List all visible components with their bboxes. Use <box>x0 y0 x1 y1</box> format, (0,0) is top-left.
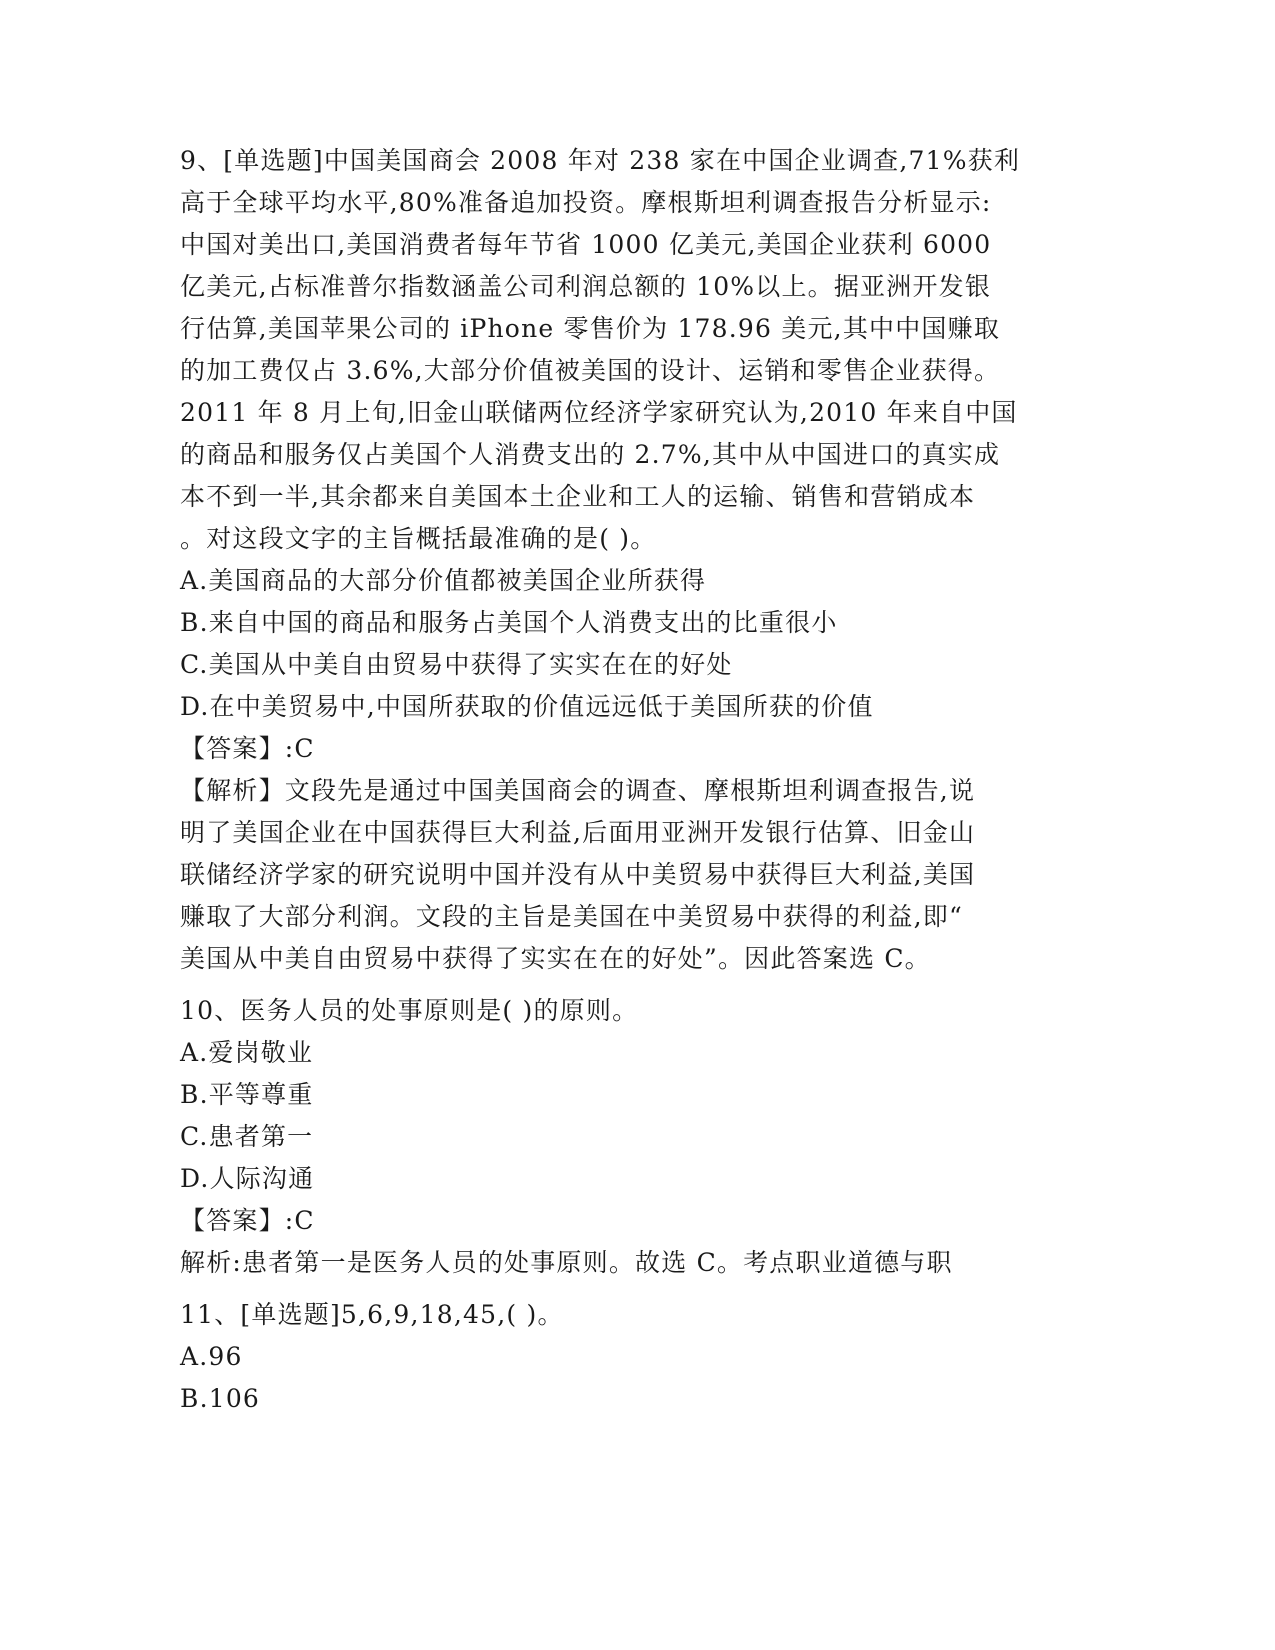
q9-answer: 【答案】:C <box>180 734 315 763</box>
q9-analysis-line: 联储经济学家的研究说明中国并没有从中美贸易中获得巨大利益,美国 <box>180 860 976 889</box>
q10-option-b: B.平等尊重 <box>180 1080 314 1109</box>
q9-stem-line: 行估算,美国苹果公司的 iPhone 零售价为 178.96 美元,其中中国赚取 <box>180 314 1001 343</box>
question-9 <box>180 140 1040 980</box>
q9-stem-line: 2011 年 8 月上旬,旧金山联储两位经济学家研究认为,2010 年来自中国 <box>180 398 1018 427</box>
q9-option-c: C.美国从中美自由贸易中获得了实实在在的好处 <box>180 650 733 679</box>
q10-stem: 10、医务人员的处事原则是( )的原则。 <box>180 996 639 1025</box>
section-gap <box>180 1284 1040 1294</box>
question-10 <box>180 990 1040 1284</box>
q10-analysis: 解析:患者第一是医务人员的处事原则。故选 C。考点职业道德与职 <box>180 1248 953 1277</box>
question-11 <box>180 1294 1040 1420</box>
q9-option-a: A.美国商品的大部分价值都被美国企业所获得 <box>180 566 707 595</box>
q10-answer: 【答案】:C <box>180 1206 315 1235</box>
q9-analysis-line: 【解析】文段先是通过中国美国商会的调查、摩根斯坦利调查报告,说 <box>180 776 976 805</box>
q9-stem-line: 的加工费仅占 3.6%,大部分价值被美国的设计、运销和零售企业获得。 <box>180 356 1001 385</box>
q10-option-a: A.爱岗敬业 <box>180 1038 314 1067</box>
q9-stem-line: 。对这段文字的主旨概括最准确的是( )。 <box>180 524 657 553</box>
q9-option-d: D.在中美贸易中,中国所获取的价值远远低于美国所获的价值 <box>180 692 874 721</box>
q9-option-b: B.来自中国的商品和服务占美国个人消费支出的比重很小 <box>180 608 838 637</box>
q9-stem-line: 本不到一半,其余都来自美国本土企业和工人的运输、销售和营销成本 <box>180 482 976 511</box>
q11-option-a: A.96 <box>180 1342 243 1371</box>
section-gap <box>180 980 1040 990</box>
q9-stem-line: 高于全球平均水平,80%准备追加投资。摩根斯坦利调查报告分析显示: <box>180 188 992 217</box>
q9-analysis-line: 赚取了大部分利润。文段的主旨是美国在中美贸易中获得的利益,即“ <box>180 902 963 931</box>
q9-stem-line: 中国对美出口,美国消费者每年节省 1000 亿美元,美国企业获利 6000 <box>180 230 992 259</box>
q9-stem-line: 的商品和服务仅占美国个人消费支出的 2.7%,其中从中国进口的真实成 <box>180 440 1001 469</box>
q11-stem: 11、[单选题]5,6,9,18,45,( )。 <box>180 1300 564 1329</box>
document-page <box>180 140 1040 1420</box>
q9-analysis-line: 明了美国企业在中国获得巨大利益,后面用亚洲开发银行估算、旧金山 <box>180 818 976 847</box>
q11-option-b: B.106 <box>180 1384 261 1413</box>
q10-option-d: D.人际沟通 <box>180 1164 315 1193</box>
q9-stem-line: 9、[单选题]中国美国商会 2008 年对 238 家在中国企业调查,71%获利 <box>180 146 1021 175</box>
q9-analysis-line: 美国从中美自由贸易中获得了实实在在的好处”。因此答案选 C。 <box>180 944 931 973</box>
q10-option-c: C.患者第一 <box>180 1122 314 1151</box>
q9-stem-line: 亿美元,占标准普尔指数涵盖公司利润总额的 10%以上。据亚洲开发银 <box>180 272 992 301</box>
